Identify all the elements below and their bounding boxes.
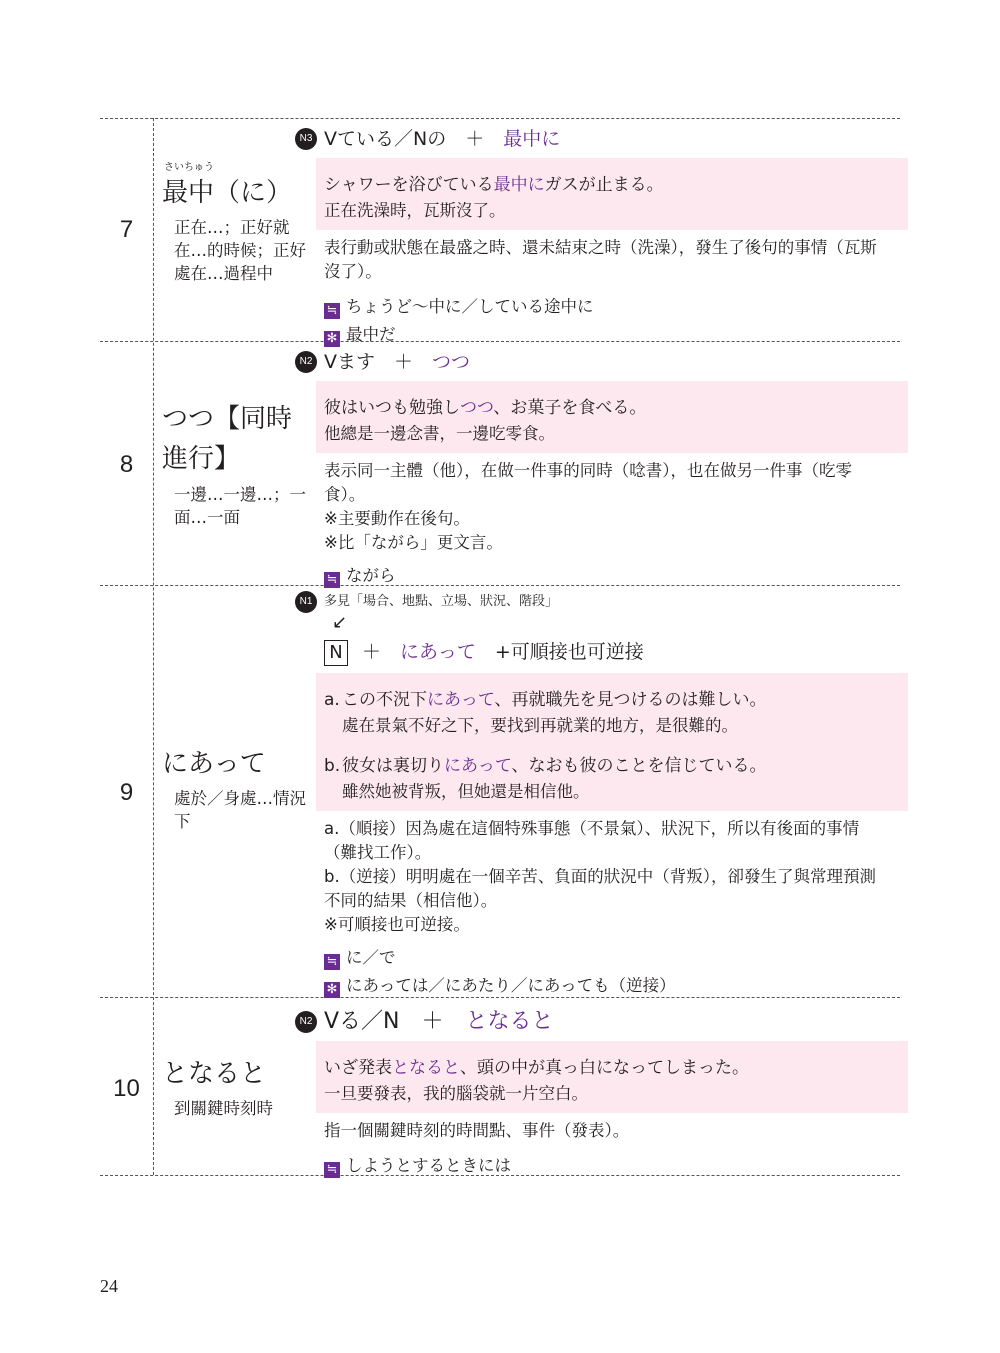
formula-prefix: Vている／Nの ＋: [324, 128, 504, 150]
example-box: [316, 1041, 908, 1113]
formula-prefix: ＋: [362, 641, 401, 663]
level-badge: N2: [295, 351, 317, 373]
equal-icon: ≒: [324, 303, 340, 319]
entry-meaning: 一邊…一邊…；一面…一面: [174, 485, 306, 527]
formula: [299, 1005, 900, 1039]
example-zh: 雖然她被背叛，但她還是相信他。: [342, 782, 590, 801]
entry-title: となると: [162, 1059, 267, 1089]
example-zh: 處在景氣不好之下，要找到再就業的地方，是很難的。: [342, 716, 738, 735]
example-jp-before: 彼はいつも勉強し: [324, 398, 460, 418]
similar-expression: [324, 1153, 900, 1179]
explanation: [324, 1119, 892, 1143]
entry-number: 9: [119, 779, 134, 806]
entry-number: 7: [119, 216, 134, 243]
entry-number: 8: [119, 451, 134, 478]
example-jp-before: 彼女は裏切り: [342, 756, 444, 776]
entry-body: [286, 591, 900, 999]
example-jp: [324, 385, 900, 421]
related-note: [324, 973, 900, 999]
entry-meaning: 處於／身處…情況下: [174, 789, 306, 831]
level-badge: N3: [295, 128, 317, 150]
example-jp: [324, 1045, 900, 1081]
example-jp-target: つつ: [460, 398, 494, 418]
example-zh: 他總是一邊念書，一邊吃零食。: [324, 424, 555, 443]
example-jp-before: いざ発表: [324, 1058, 392, 1078]
equal-icon: ≒: [324, 954, 340, 970]
entry-body: [286, 122, 900, 348]
formula-target: つつ: [432, 351, 471, 373]
asterisk-icon: ✻: [324, 331, 340, 347]
example-label: b.: [324, 756, 341, 776]
entry-7: [100, 118, 900, 346]
explanation-line: 指一個關鍵時刻的時間點、事件（發表）。: [324, 1121, 630, 1140]
example-zh: 正在洗澡時，瓦斯沒了。: [324, 201, 506, 220]
noun-box: N: [324, 640, 348, 666]
asterisk-icon: ✻: [324, 982, 340, 998]
entry-body: [286, 345, 900, 589]
example-jp-after: 、なおも彼のことを信じている。: [511, 756, 767, 776]
example-label: a.: [324, 690, 340, 710]
explanation-line: b.（逆接）明明處在一個辛苦、負面的狀況中（背叛），卻發生了與常理預測不同的結果（相信他）。: [324, 867, 876, 910]
explanation: [324, 817, 892, 937]
note-text: 最中だ: [346, 325, 396, 344]
formula: [299, 122, 900, 156]
example-jp-after: 、再就職先を見つけるのは難しい。: [494, 690, 767, 710]
level-badge: N2: [295, 1011, 317, 1033]
formula-target: 最中に: [503, 128, 561, 150]
formula-suffix: +可順接也可逆接: [475, 641, 644, 663]
note-text: にあっては／にあたり／にあっても（逆接）: [346, 976, 676, 995]
explanation-line: ※比「ながら」更文言。: [324, 533, 503, 552]
formula: [299, 345, 900, 379]
example-box: [316, 381, 908, 453]
entry-meaning: 正在…；正好就在…的時候；正好處在…過程中: [174, 218, 306, 283]
similar-text: ながら: [346, 566, 396, 585]
entry-10: [100, 997, 900, 1175]
example-jp-after: 、頭の中が真っ白になってしまった。: [460, 1058, 749, 1078]
title-text: 最中（に）: [162, 178, 293, 208]
entry-8: [100, 341, 900, 585]
level-badge: N1: [295, 591, 317, 613]
entry-title: にあって: [162, 749, 266, 779]
similar-expression: [324, 945, 900, 971]
explanation-line: ※可順接也可逆接。: [324, 915, 470, 934]
similar-expression: [324, 294, 900, 320]
example-jp-after: 、お菓子を食べる。: [493, 398, 647, 418]
formula-note-text: 多見「場合、地點、立場、狀況、階段」: [324, 594, 559, 609]
entry-9: [100, 585, 900, 997]
formula-target: にあって: [400, 641, 476, 663]
formula-prefix: Vます ＋: [324, 351, 432, 373]
example-jp-target: となると: [392, 1058, 460, 1078]
example-jp-target: 最中に: [493, 175, 545, 195]
formula-note: [299, 591, 900, 633]
equal-icon: ≒: [324, 572, 340, 588]
example-zh: 一旦要發表，我的腦袋就一片空白。: [324, 1084, 588, 1103]
example-jp-before: この不況下: [342, 690, 427, 710]
title-ruby: さいちゅう: [164, 162, 214, 173]
example-jp-before: シャワーを浴びている: [324, 175, 494, 195]
example-jp-target: にあって: [444, 756, 512, 776]
entry-meaning: 到關鍵時刻時: [174, 1099, 273, 1118]
formula-prefix: Vる／N ＋: [324, 1009, 466, 1034]
example-jp-target: にあって: [427, 690, 495, 710]
explanation-line: 表行動或狀態在最盛之時、還未結束之時（洗澡），發生了後句的事情（瓦斯沒了）。: [324, 238, 877, 281]
arrow-icon: ↙: [332, 612, 348, 633]
example-jp: [324, 739, 900, 779]
explanation-line: ※主要動作在後句。: [324, 509, 470, 528]
example-jp-after: ガスが止まる。: [544, 175, 664, 195]
entry-number: 10: [113, 1075, 140, 1102]
entry-body: [286, 1005, 900, 1179]
page-number: 24: [100, 1276, 118, 1296]
explanation: [324, 459, 892, 555]
equal-icon: ≒: [324, 1162, 340, 1178]
explanation-line: a.（順接）因為處在這個特殊事態（不景氣）、狀況下，所以有後面的事情（難找工作）。: [324, 819, 860, 862]
example-jp: [324, 677, 900, 713]
similar-text: ちょうど～中に／している途中に: [346, 297, 594, 316]
example-jp: [324, 162, 900, 198]
entry-title: つつ【同時進行】: [162, 404, 293, 474]
example-box: [316, 158, 908, 230]
similar-text: に／で: [346, 948, 396, 967]
explanation: [324, 236, 892, 284]
formula: [324, 635, 900, 669]
example-box: [316, 673, 908, 811]
formula-target: となると: [465, 1009, 554, 1034]
similar-text: しようとするときには: [346, 1156, 511, 1175]
explanation-line: 表示同一主體（他），在做一件事的同時（唸書），也在做另一件事（吃零食）。: [324, 461, 852, 504]
